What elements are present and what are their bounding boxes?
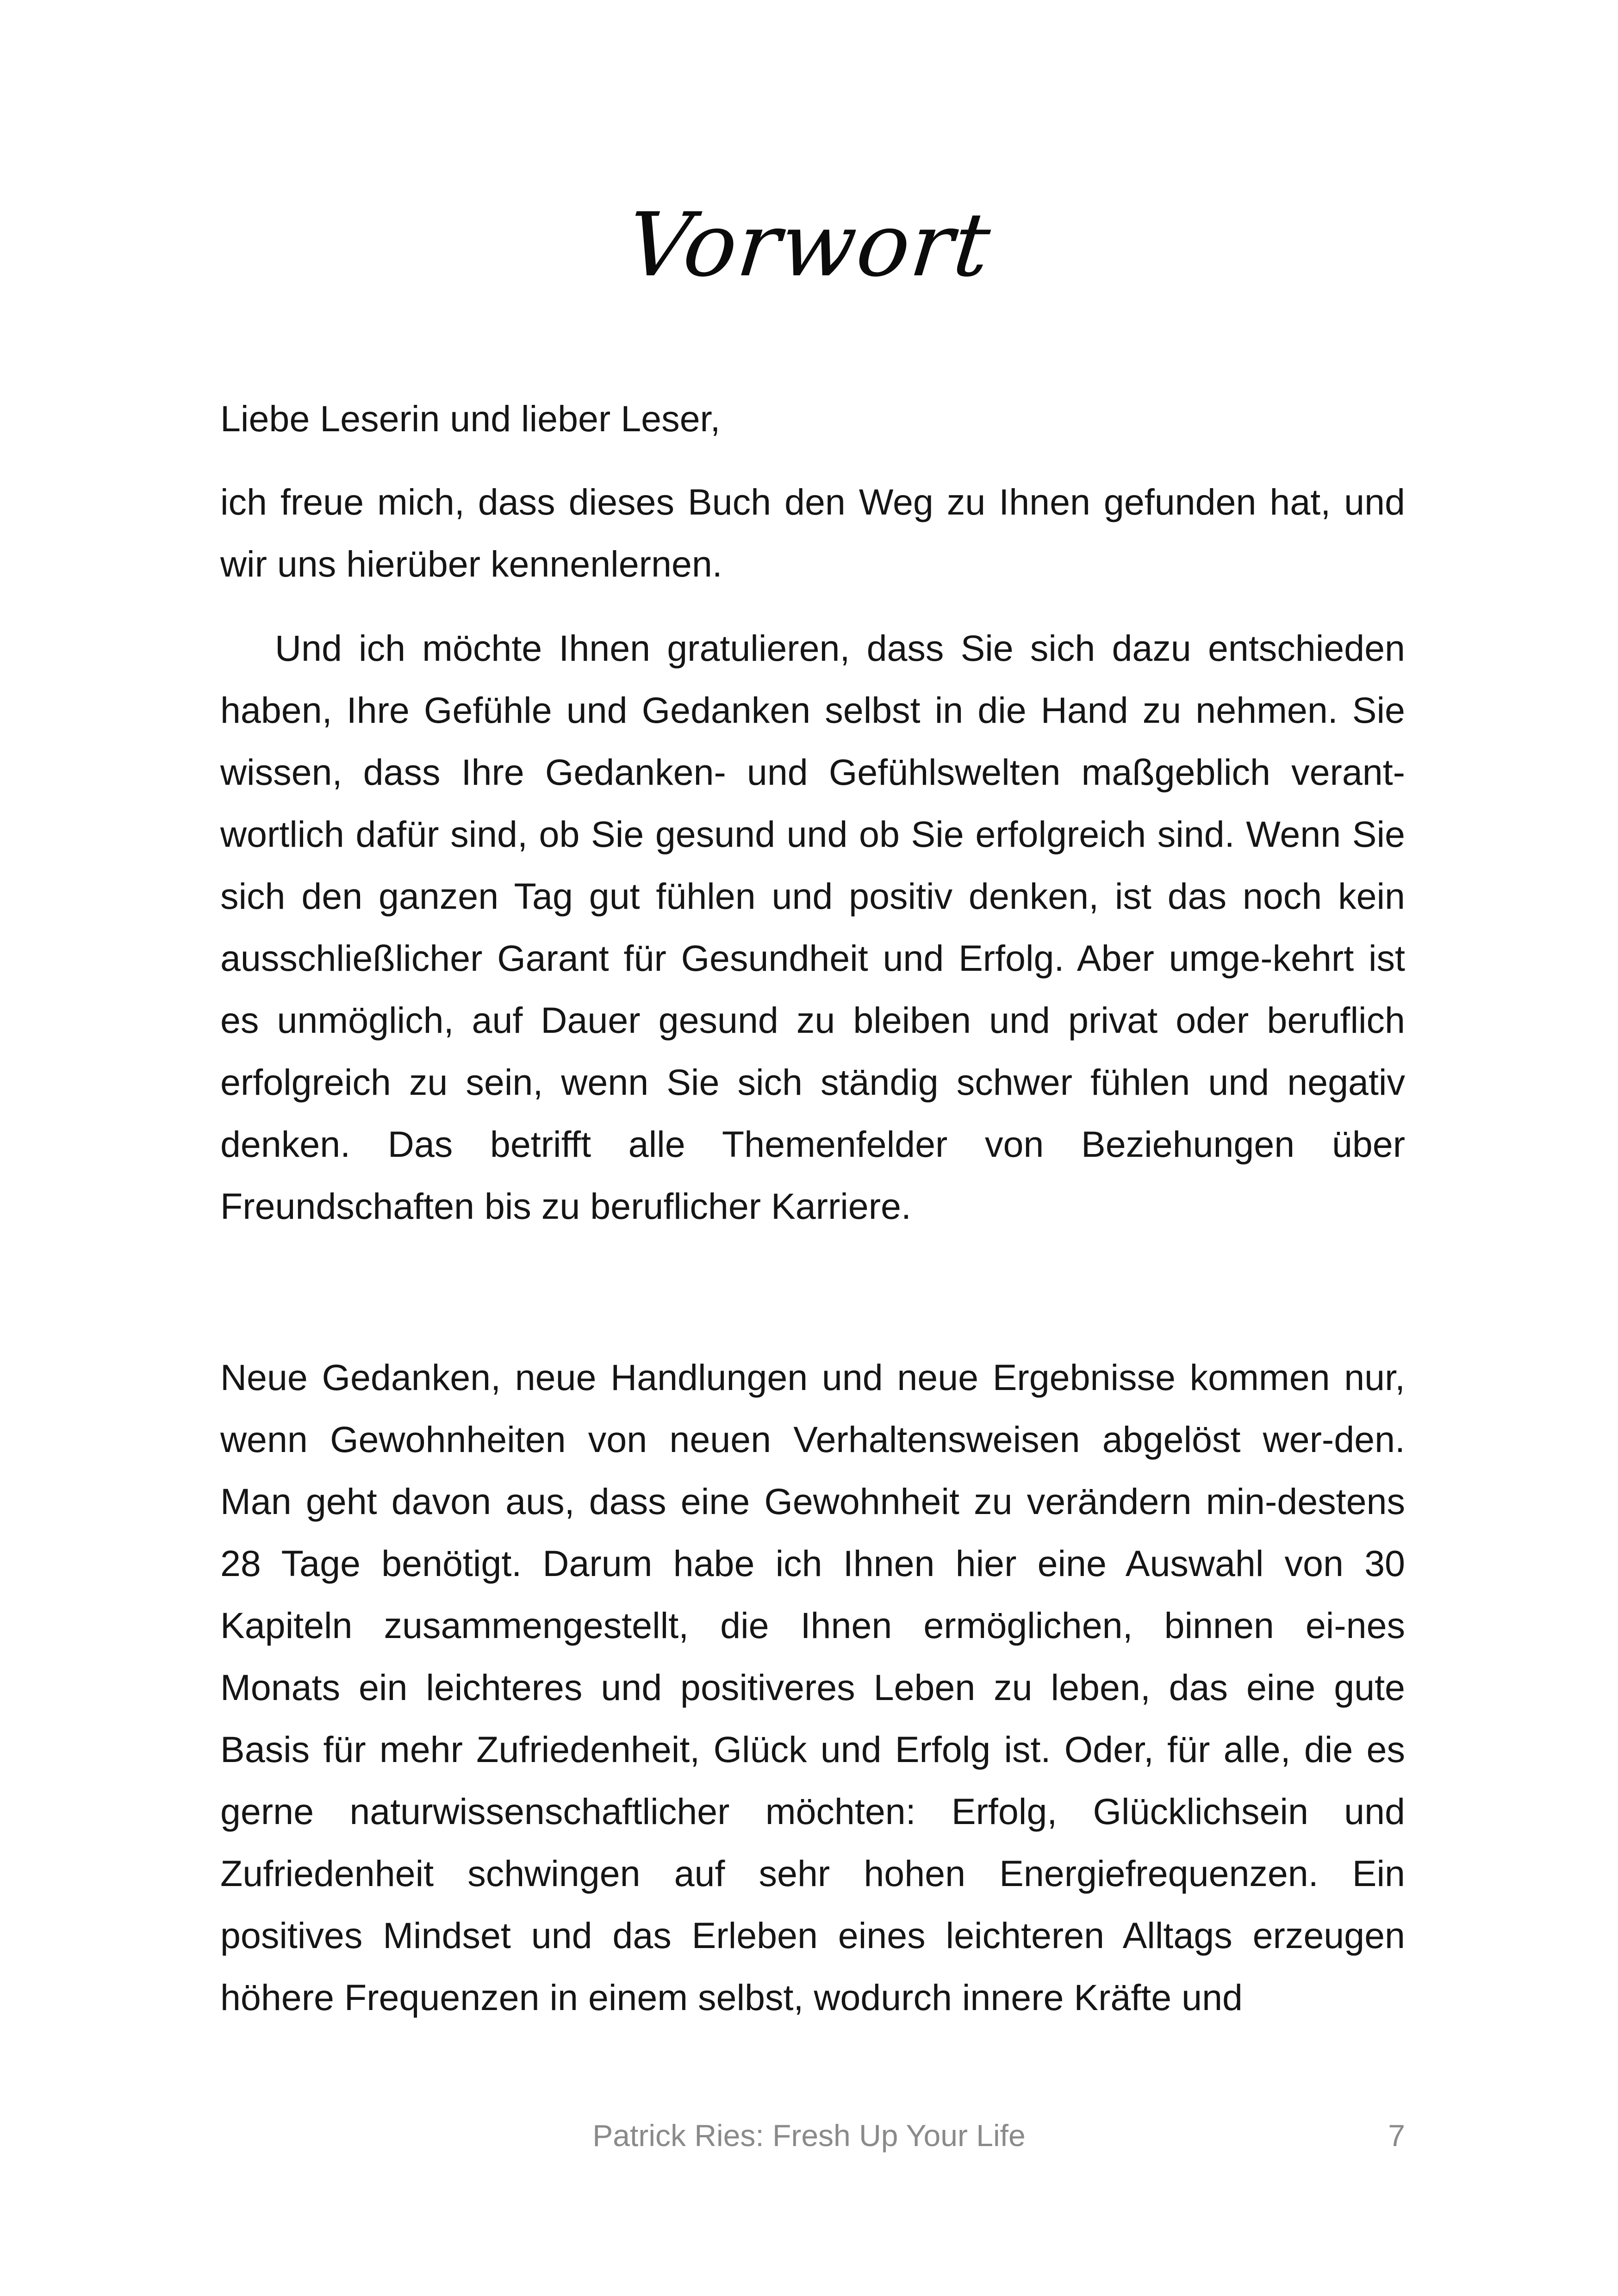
intro-paragraph [220,471,1405,595]
running-footer-title: Patrick Ries: Fresh Up Your Life [592,2118,1026,2153]
intro-text: ich freue mich, dass dieses Buch den Weg zu Ihnen gefunden hat, und wir uns hierüber kennenlernen. [220,481,1405,584]
chapter-title: Vorwort [622,194,996,296]
body-paragraph-1-text: Und ich möchte Ihnen gratulieren, dass Sie sich dazu entschieden haben, Ihre Gefühle und Gedanken selbst in die Hand zu nehmen. Sie wissen, dass Ihre Gedanken- und Gefühlswelten maßgeblich verant-wortlich dafür sind, ob Sie gesund und ob Sie erfolgreich sind. Wenn Sie sich den ganzen Tag gut fühlen und positiv denken, ist das noch kein ausschließlicher Garant für Gesundheit und Erfolg. Aber umge-kehrt ist es unmöglich, auf Dauer gesund zu bleiben und privat oder beruflich erfolgreich zu sein, wenn Sie sich ständig schwer fühlen und negativ denken. Das betrifft alle Themenfelder von Beziehungen über Freundschaften bis zu beruflicher Karriere. [220,627,1405,1227]
body-paragraph-2 [220,1347,1405,2029]
page-number: 7 [1388,2118,1405,2153]
salutation [220,388,1405,450]
body-paragraph-2-text: Neue Gedanken, neue Handlungen und neue Ergebnisse kommen nur, wenn Gewohnheiten von neuen Verhaltensweisen abgelöst wer-den. Man geht davon aus, dass eine Gewohnheit zu verändern min-destens 28 Tage benötigt. Darum habe ich Ihnen hier eine Auswahl von 30 Kapiteln zusammengestellt, die Ihnen ermöglichen, binnen ei-nes Monats ein leichteres und positiveres Leben zu leben, das eine gute Basis für mehr Zufriedenheit, Glück und Erfolg ist. Oder, für alle, die es gerne naturwissenschaftlicher möchten: Erfolg, Glücklichsein und Zufriedenheit schwingen auf sehr hohen Energiefrequenzen. Ein positives Mindset und das Erleben eines leichteren Alltags erzeugen höhere Frequenzen in einem selbst, wodurch innere Kräfte und [220,1357,1405,2018]
salutation-text: Liebe Leserin und lieber Leser, [220,398,721,439]
body-paragraph-1 [220,617,1405,1237]
